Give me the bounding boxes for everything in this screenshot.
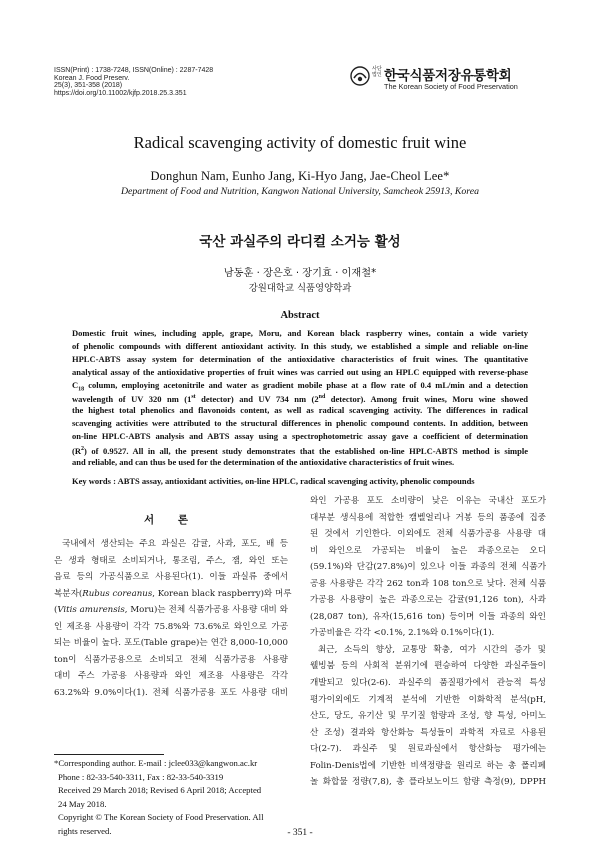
society-logo-block xyxy=(350,64,550,94)
abstract-line: and reliable, and can thus be used for the determination of the antioxidative characteristics of fruit wines. xyxy=(72,456,455,467)
body-line: 음료 등의 가공식품으로 사용된다(1). 이들 과실류 중에서 xyxy=(54,572,288,583)
body-line: 웰빙붐 등의 사회적 분위기에 편승하여 다양한 과실주들이 xyxy=(310,661,546,672)
corresponding-author: *Corresponding author. E-mail : jclee033@kangwon.ac.kr xyxy=(54,758,258,768)
abstract-line: $C_{18}$ column, employing acetonitrile and water as gradient mobile phase at a flow rate of 0.4 mL/min and a detection xyxy=(72,379,528,393)
authors-ko: 남동훈 · 장은호 · 장기효 · 이재철* xyxy=(223,268,377,279)
copyright-notice-cont: rights reserved. xyxy=(58,825,112,836)
body-line: 되는 비율이 높다. 포도(Table grape)는 연간 8,000-10,000 xyxy=(54,638,288,649)
received-dates-cont: 24 May 2018. xyxy=(58,798,107,809)
body-line: 산도, 당도, 유기산 및 무기질 함량과 조성, 향 특성, 아미노 xyxy=(310,711,546,722)
abstract-line: HPLC-ABTS assay system for determination of the antioxidative characteristics of fruit wines. The quantitative xyxy=(72,353,528,364)
journal-header xyxy=(54,67,294,97)
affiliation-en: Department of Food and Nutrition, Kangwon National University, Samcheok 25913, Korea xyxy=(120,186,480,197)
body-line: 산 조성) 결과와 항산화능 특성들이 과학적 자료로 사용된 xyxy=(310,727,546,738)
volume-pages: 25(3), 351-358 (2018) xyxy=(54,82,123,90)
body-line: ton이 식품가공용으로 소비되고 전체 식품가공용 사용량 xyxy=(54,654,288,665)
abstract-line: $(R^2)$ of 0.9527. All in all, the present study demonstrates that the established on-line HPLC-ABTS method is simple xyxy=(72,445,528,456)
abstract-line: analytical assay of the antioxidative properties of fruit wines was carried out using an HPLC equipped with reverse-phase xyxy=(72,366,528,377)
keywords: Key words : ABTS assay, antioxidant activities, on-line HPLC, radical scavenging activity, phenolic compounds xyxy=(72,476,475,486)
abstract-line: of phenolic compounds with different antioxidant activity. In this study, we established a simple and reliable on-line xyxy=(72,340,528,351)
body-line: Folin-Denis법에 기반한 비색정량을 원리로 하는 총 폴리페 xyxy=(310,760,546,771)
body-line: 대비 주스 가공용 사용량과 와인 제조용 사용량은 각각 xyxy=(54,671,288,682)
abstract-line: wavelength of UV 320 nm (1st detector) and UV 734 nm (2nd detector). Among fruit wines, Moru wine showed xyxy=(72,394,528,405)
body-left-column xyxy=(54,536,292,701)
body-line: 개발되고 있다(2-6). 과실주의 품질평가에서 관능적 특성 xyxy=(310,678,546,689)
body-line: 다(2-7). 과실주 및 원료과실에서 항산화능 평가에는 xyxy=(310,744,546,755)
abstract-line: scavenging activities were attributed to the structural differences in phenolic compound contents. In addition, between xyxy=(72,418,528,429)
society-name-en: The Korean Society of Food Preservation xyxy=(384,82,518,91)
authors-en: Donghun Nam, Eunho Jang, Ki-Hyo Jang, Jae-Cheol Lee* xyxy=(150,169,450,183)
body-line: 공용 사용량은 각각 262 ton과 108 ton으로 낮다. 전체 식품 xyxy=(310,578,546,589)
abstract-heading: Abstract xyxy=(280,310,320,321)
section-heading-introduction: 서 론 xyxy=(144,514,198,526)
abstract-line: Domestic fruit wines, including apple, grape, Moru, and Korean black raspberry wines, contain a wide variety xyxy=(72,328,528,338)
body-line: 가공용 사용량이 높은 과종으로는 감귤(91,126 ton), 사과 xyxy=(310,595,546,606)
body-line: 은 생과 형태로 소비되거나, 통조림, 주스, 잼, 와인 또는 xyxy=(54,555,288,566)
body-line: (59.1%)와 단감(27.8%)이 있으나 이들 과종의 전체 식품가 xyxy=(310,562,546,573)
body-line: 평가이외에도 기계적 분석에 기반한 이화학적 분석(pH, xyxy=(310,694,546,705)
body-line: 국내에서 생산되는 주요 과실은 감귤, 사과, 포도, 배 등 xyxy=(62,539,288,549)
footnotes xyxy=(54,757,290,839)
body-line: 된 것에서 기인한다. 이외에도 전체 식품가공용 사용량 대 xyxy=(310,529,546,540)
society-corporate-label: 사단법인 xyxy=(372,66,382,78)
body-line: 비 와인으로 가공되는 비율이 높은 과종으로는 오디 xyxy=(310,545,546,556)
contact-phone-fax: Phone : 82-33-540-3311, Fax : 82-33-540-3319 xyxy=(58,771,224,782)
body-right-column xyxy=(310,493,546,791)
body-line: 놀 화합물 정량(7,8), 총 플라보노이드 함량 측정(9), DPPH xyxy=(310,777,546,788)
abstract-line: on-line HPLC-ABTS analysis and ABTS assay using a spectrophotometric assay gave a coefficient of determination xyxy=(72,431,528,442)
affiliation-ko: 강원대학교 식품영양학과 xyxy=(248,283,352,294)
body-line: 가공비율은 각각 <0.1%, 2.1%와 0.1%이다(1). xyxy=(310,628,495,639)
body-line: (Vitis amurensis, Moru)는 전체 식품가공용 사용량 대비 와 xyxy=(54,605,288,616)
footnote-rule xyxy=(54,754,164,755)
body-line: 최근, 소득의 향상, 교통망 확충, 여가 시간의 증가 및 xyxy=(318,644,546,655)
body-line: 복분자(Rubus coreanus, Korean black raspberry)와 머루 xyxy=(54,588,292,599)
abstract-body xyxy=(72,327,528,469)
society-name-ko: 한국식품저장유통학회 xyxy=(384,68,512,84)
abstract-line: the highest total phenolics and flavonoids content, as well as radical scavenging activity. The differences in radical xyxy=(72,405,528,416)
body-line: (28,087 ton), 유자(15,616 ton) 등이며 이들 과종의 와인 xyxy=(310,611,546,622)
page-number: - 351 - xyxy=(287,828,313,838)
issn-line: ISSN(Print) : 1738-7248, ISSN(Online) : 2287-7428 xyxy=(54,67,214,74)
society-logo-icon xyxy=(350,66,370,86)
body-line: 대부분 생식용에 적합한 캠벨얼리나 거봉 등의 품종에 집중 xyxy=(310,512,546,523)
copyright-notice: Copyright © The Korean Society of Food Preservation. All xyxy=(58,812,264,823)
body-line: 와인 가공용 포도 소비량이 낮은 이유는 국내산 포도가 xyxy=(310,496,546,506)
journal-name: Korean J. Food Preserv. xyxy=(54,74,130,82)
body-line: 63.2%와 9.0%이다(1). 전체 식품가공용 포도 사용량 대비 xyxy=(54,687,288,698)
doi-link[interactable]: https://doi.org/10.11002/kjfp.2018.25.3.351 xyxy=(54,89,187,97)
received-dates: Received 29 March 2018; Revised 6 April 2018; Accepted xyxy=(58,785,262,796)
paper-title-ko: 국산 과실주의 라디컬 소거능 활성 xyxy=(199,234,401,250)
body-line: 인 제조용 사용량이 각각 75.8%와 73.6%로 와인으로 가공 xyxy=(54,621,288,632)
paper-title-en: Radical scavenging activity of domestic fruit wine xyxy=(133,133,467,152)
